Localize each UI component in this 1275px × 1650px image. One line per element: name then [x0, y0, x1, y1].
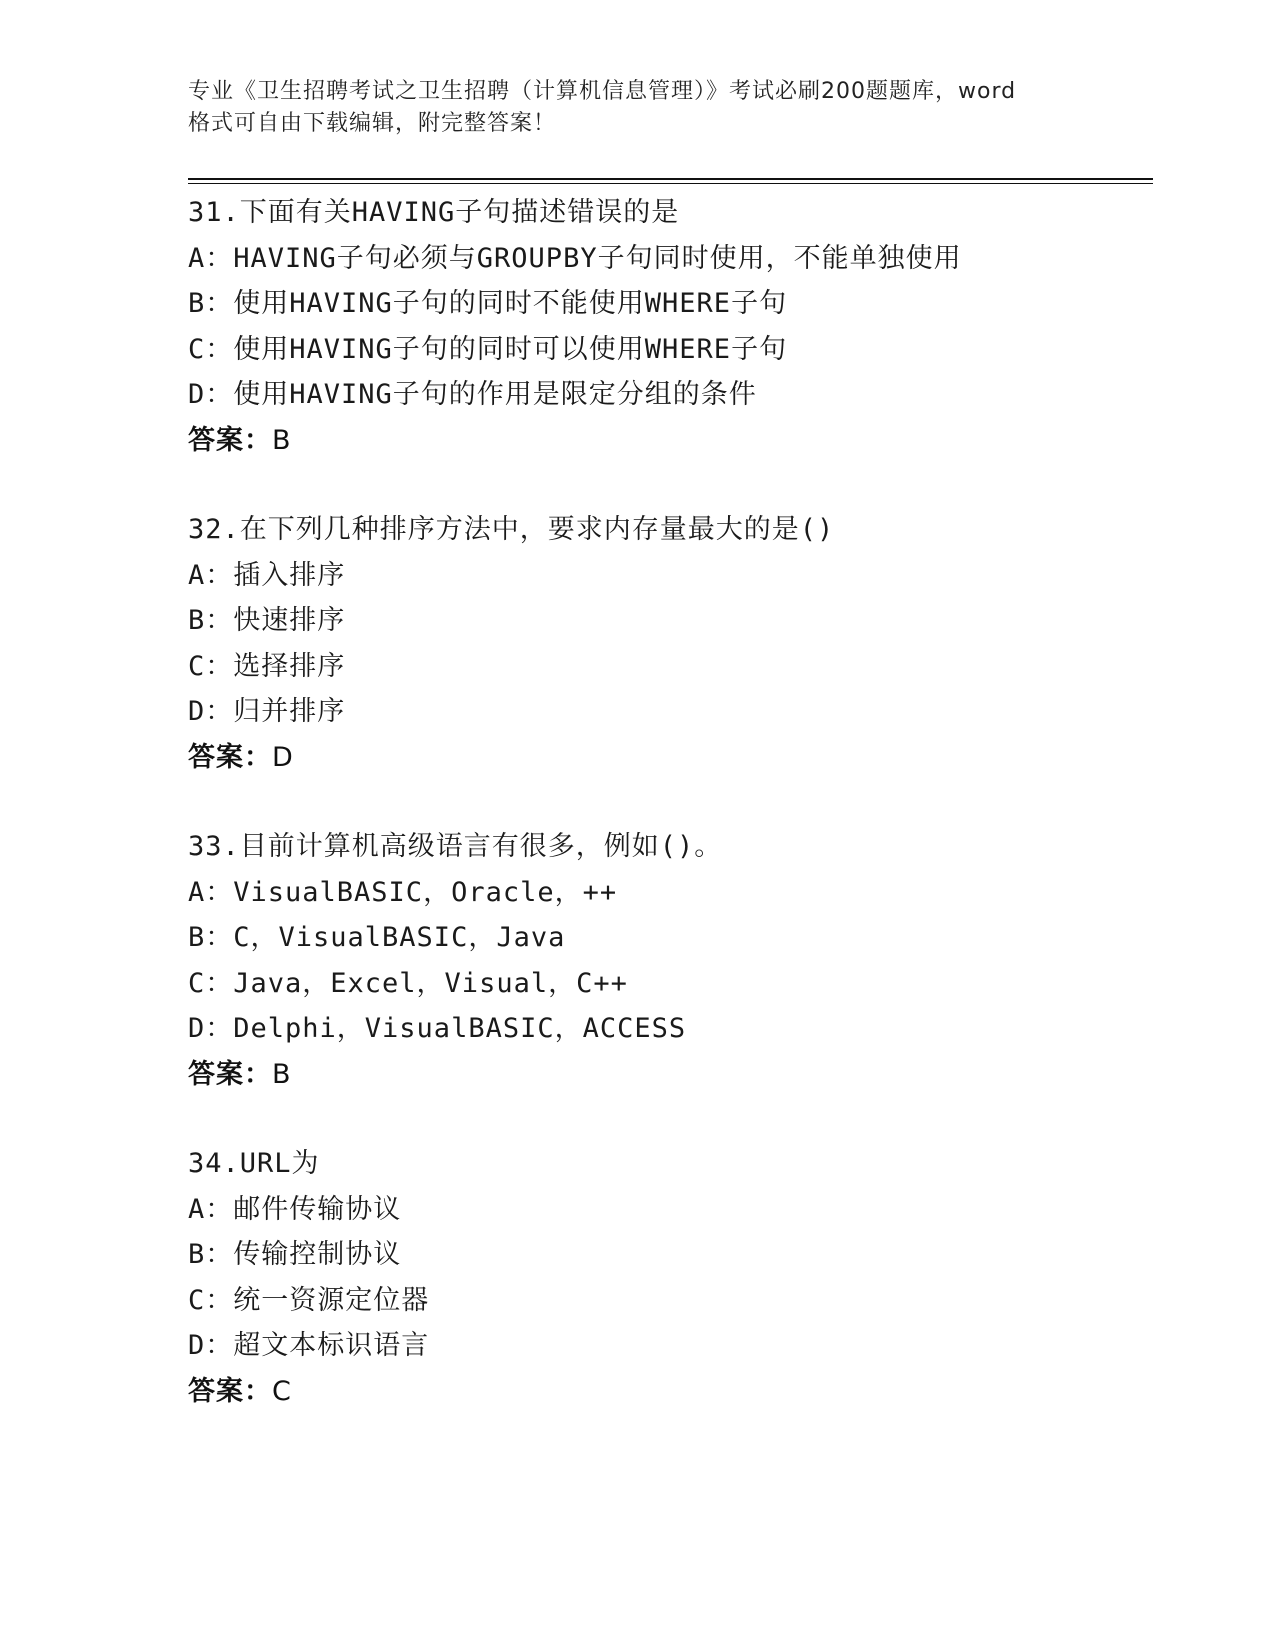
- option-b: B：传输控制协议: [188, 1239, 402, 1270]
- option-c: C：选择排序: [188, 650, 346, 682]
- question-32: [188, 507, 1148, 780]
- answer-label: 答案：: [188, 424, 272, 456]
- option-b: B：C，VisualBASIC，Java: [188, 922, 566, 953]
- option-d: D：使用HAVING子句的作用是限定分组的条件: [188, 379, 757, 410]
- header-divider-thin: [188, 183, 1153, 184]
- question-34: [188, 1141, 1148, 1414]
- answer-line: [188, 1052, 1148, 1098]
- question-list: [188, 190, 1148, 1458]
- option-d: D：Delphi，VisualBASIC，ACCESS: [188, 1013, 687, 1044]
- header-divider-thick: [188, 178, 1153, 180]
- question-stem: 32.在下列几种排序方法中，要求内存量最大的是(): [188, 514, 835, 545]
- question-31: [188, 190, 1148, 463]
- option-c: C：使用HAVING子句的同时可以使用WHERE子句: [188, 333, 788, 365]
- option-a: A：VisualBASIC，Oracle，++: [188, 876, 618, 908]
- question-stem: 33.目前计算机高级语言有很多，例如()。: [188, 831, 723, 862]
- option-c: C：Java，Excel，Visual，C++: [188, 967, 628, 999]
- option-a: A：HAVING子句必须与GROUPBY子句同时使用，不能单独使用: [188, 242, 962, 274]
- document-header: [188, 76, 1088, 140]
- answer-value: D: [272, 741, 294, 773]
- question-33: [188, 824, 1148, 1097]
- answer-label: 答案：: [188, 1375, 272, 1407]
- answer-line: [188, 735, 1148, 781]
- option-a: A：插入排序: [188, 559, 346, 591]
- option-c: C：统一资源定位器: [188, 1284, 430, 1316]
- answer-value: B: [272, 424, 292, 456]
- option-b: B：使用HAVING子句的同时不能使用WHERE子句: [188, 288, 788, 319]
- answer-label: 答案：: [188, 1058, 272, 1090]
- answer-value: B: [272, 1058, 292, 1090]
- option-d: D：超文本标识语言: [188, 1330, 430, 1361]
- answer-label: 答案：: [188, 741, 272, 773]
- answer-line: [188, 418, 1148, 464]
- header-line-1: 专业《卫生招聘考试之卫生招聘（计算机信息管理）》考试必刷200题题库，word: [188, 79, 1017, 104]
- option-a: A：邮件传输协议: [188, 1193, 402, 1225]
- answer-line: [188, 1369, 1148, 1415]
- question-stem: 34.URL为: [188, 1148, 320, 1179]
- question-stem: 31.下面有关HAVING子句描述错误的是: [188, 197, 680, 228]
- answer-value: C: [272, 1375, 292, 1407]
- option-b: B：快速排序: [188, 605, 346, 636]
- option-d: D：归并排序: [188, 696, 346, 727]
- header-line-2: 格式可自由下载编辑，附完整答案！: [188, 111, 557, 136]
